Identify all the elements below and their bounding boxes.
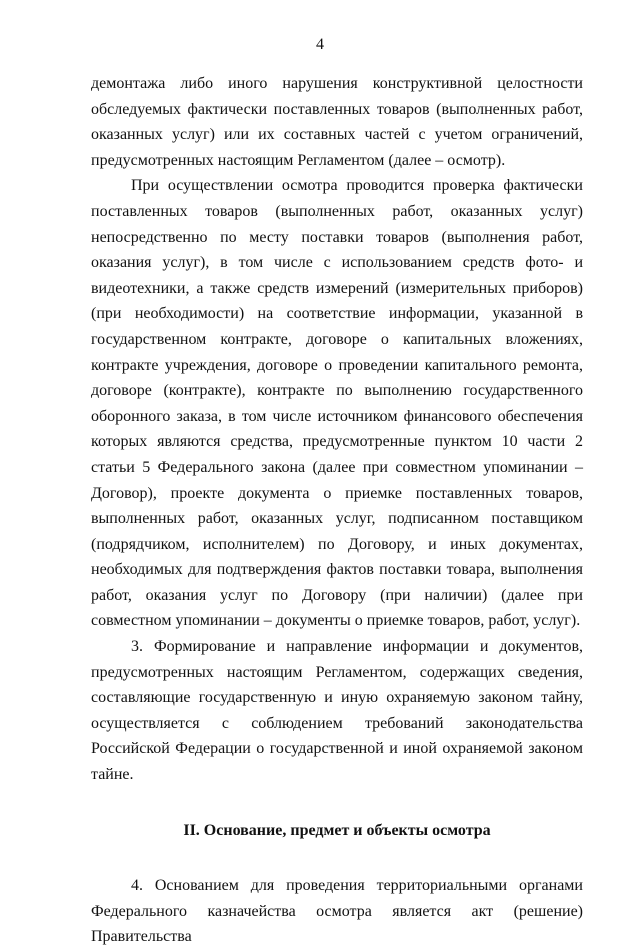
paragraph-4-basis: 4. Основанием для проведения территориальными органами Федерального казначейства осмотра является акт (решение) Правительства (91, 877, 583, 946)
paragraph-continuation: демонтажа либо иного нарушения конструктивной целостности обследуемых фактически поставленных товаров (выполненных работ, оказанных услуг) или их составных частей с учетом ограничений, предусмотренных настоящим Регламентом (далее – осмотр). (91, 75, 583, 169)
page-number: 4 (316, 36, 324, 53)
paragraph-inspection-description: При осуществлении осмотра проводится проверка фактически поставленных товаров (выполненных работ, оказанных услуг) непосредственно по месту поставки товаров (выполнения работ, оказания услуг), в том числе с использованием средств фото- и видеотехники, а также средств измерений (измерительных приборов) (при необходимости) на соответствие информации, указанной в государственном контракте, договоре о капитальных вложениях, контракте учреждения, договоре о проведении капитального ремонта, договоре (контракте), контракте по выполнению государственного оборонного заказа, в том числе источником финансового обеспечения которых являются средства, предусмотренные пунктом 10 части 2 статьи 5 Федерального закона (далее при совместном упоминании – Договор), проекте документа о приемке поставленных товаров, выполненных работ, оказанных услуг, подписанном поставщиком (подрядчиком, исполнителем) по Договору, и иных документах, необходимых для подтверждения фактов поставки товара, выполнения работ, оказания услуг по Договору (при наличии) (далее при совместном упоминании – документы о приемке товаров, работ, услуг). (91, 177, 583, 630)
section-heading: II. Основание, предмет и объекты осмотра (183, 821, 491, 839)
paragraph-3-secrecy: 3. Формирование и направление информации и документов, предусмотренных настоящим Регламентом, содержащих сведения, составляющие государственную и иную охраняемую законом тайну, осуществляется с соблюдением требований законодательства Российской Федерации о государственной и иной охраняемой законом тайне. (91, 638, 583, 784)
document-body (91, 71, 583, 950)
